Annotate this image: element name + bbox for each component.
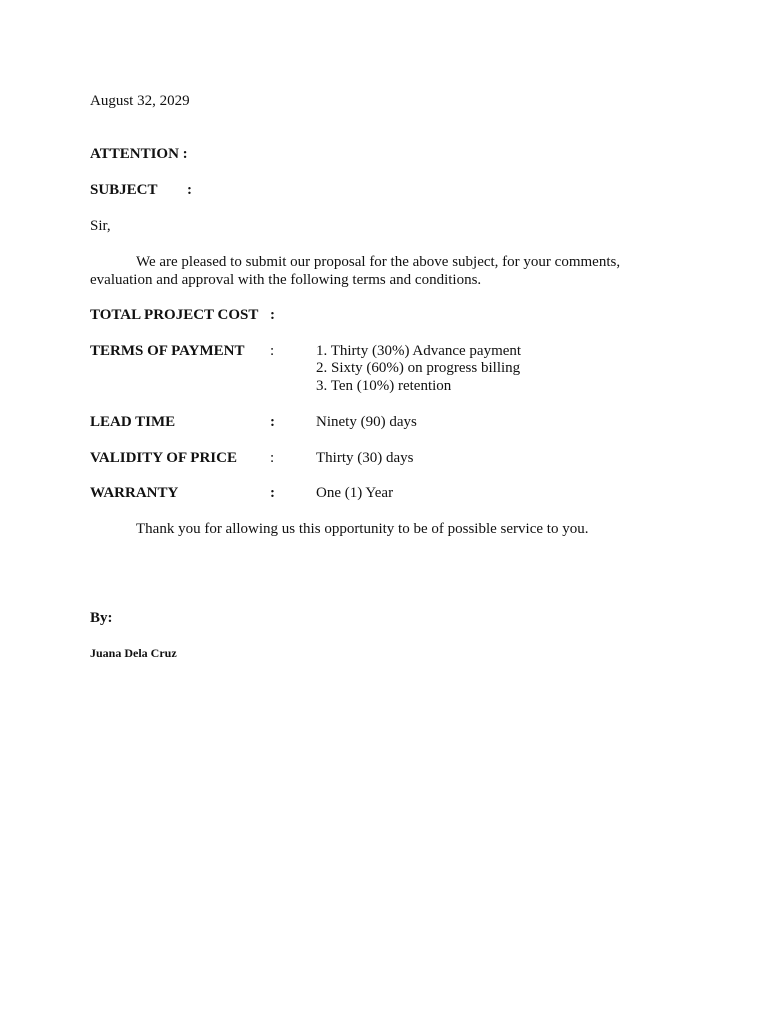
by-label: By: bbox=[90, 610, 113, 626]
payment-item: 2. Sixty (60%) on progress billing bbox=[316, 360, 521, 376]
signatory-name: Juana Dela Cruz bbox=[90, 646, 177, 660]
total-project-cost-label: TOTAL PROJECT COST bbox=[90, 307, 259, 323]
subject-label: SUBJECT bbox=[90, 182, 158, 198]
warranty-value: One (1) Year bbox=[316, 485, 394, 501]
body-paragraph: We are pleased to submit our proposal for the above subject, for your comments, evaluation and approval with the following terms and conditions. bbox=[90, 254, 621, 288]
lead-time-colon: : bbox=[270, 414, 275, 430]
terms-of-payment-colon: : bbox=[270, 343, 275, 359]
payment-item: 3. Ten (10%) retention bbox=[316, 378, 452, 394]
validity-of-price-value: Thirty (30) days bbox=[316, 450, 414, 466]
subject-colon: : bbox=[187, 182, 192, 198]
lead-time-label: LEAD TIME bbox=[90, 414, 176, 430]
salutation: Sir, bbox=[90, 218, 111, 234]
lead-time-value: Ninety (90) days bbox=[316, 414, 417, 430]
validity-of-price-colon: : bbox=[270, 450, 275, 466]
letter-date: August 32, 2029 bbox=[90, 93, 190, 109]
warranty-colon: : bbox=[270, 485, 275, 501]
total-project-cost-colon: : bbox=[270, 307, 275, 323]
warranty-label: WARRANTY bbox=[90, 485, 179, 501]
validity-of-price-label: VALIDITY OF PRICE bbox=[90, 450, 237, 466]
payment-item: 1. Thirty (30%) Advance payment bbox=[316, 343, 522, 359]
attention-label: ATTENTION : bbox=[90, 146, 188, 162]
closing-line: Thank you for allowing us this opportunity to be of possible service to you. bbox=[136, 521, 589, 537]
terms-of-payment-label: TERMS OF PAYMENT bbox=[90, 343, 245, 359]
